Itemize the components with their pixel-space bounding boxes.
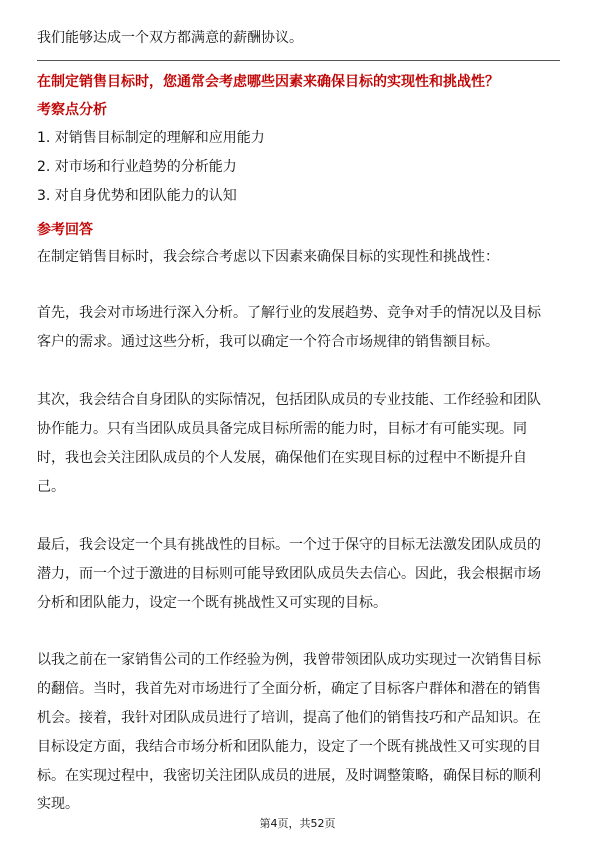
section-divider xyxy=(37,60,560,61)
paragraph-line: 我们能够达成一个双方都满意的薪酬协议。 xyxy=(37,30,303,46)
analysis-item: 2. 对市场和行业趋势的分析能力 xyxy=(37,159,237,175)
answer-line: 目标设定方面，我结合市场分析和团队能力，设定了一个既有挑战性又可实现的目 xyxy=(37,739,541,755)
answer-line: 首先，我会对市场进行深入分析。了解行业的发展趋势、竞争对手的情况以及目标 xyxy=(37,305,541,321)
answer-line: 最后，我会设定一个具有挑战性的目标。一个过于保守的目标无法激发团队成员的 xyxy=(37,537,541,553)
analysis-item: 3. 对自身优势和团队能力的认知 xyxy=(37,188,237,204)
answer-line: 以我之前在一家销售公司的工作经验为例，我曾带领团队成功实现过一次销售目标 xyxy=(37,652,541,668)
answer-line: 在制定销售目标时，我会综合考虑以下因素来确保目标的实现性和挑战性： xyxy=(37,249,499,265)
analysis-heading: 考察点分析 xyxy=(37,102,107,118)
question-heading: 在制定销售目标时，您通常会考虑哪些因素来确保目标的实现性和挑战性？ xyxy=(37,74,499,90)
answer-line: 时，我也会关注团队成员的个人发展，确保他们在实现目标的过程中不断提升自 xyxy=(37,450,527,466)
answer-line: 己。 xyxy=(37,479,65,495)
page-number-footer: 第4页，共52页 xyxy=(259,817,336,830)
answer-line: 潜力，而一个过于激进的目标则可能导致团队成员失去信心。因此，我会根据市场 xyxy=(37,566,541,582)
answer-line: 分析和团队能力，设定一个既有挑战性又可实现的目标。 xyxy=(37,595,387,611)
answer-line: 标。在实现过程中，我密切关注团队成员的进展，及时调整策略，确保目标的顺利 xyxy=(37,768,541,784)
analysis-item: 1. 对销售目标制定的理解和应用能力 xyxy=(37,130,265,146)
answer-line: 协作能力。只有当团队成员具备完成目标所需的能力时，目标才有可能实现。同 xyxy=(37,421,527,437)
answer-line: 客户的需求。通过这些分析，我可以确定一个符合市场规律的销售额目标。 xyxy=(37,334,499,350)
answer-heading: 参考回答 xyxy=(37,222,93,238)
answer-line: 其次，我会结合自身团队的实际情况，包括团队成员的专业技能、工作经验和团队 xyxy=(37,392,541,408)
answer-line: 实现。 xyxy=(37,796,79,812)
answer-line: 机会。接着，我针对团队成员进行了培训，提高了他们的销售技巧和产品知识。在 xyxy=(37,710,541,726)
answer-line: 的翻倍。当时，我首先对市场进行了全面分析，确定了目标客户群体和潜在的销售 xyxy=(37,681,541,697)
